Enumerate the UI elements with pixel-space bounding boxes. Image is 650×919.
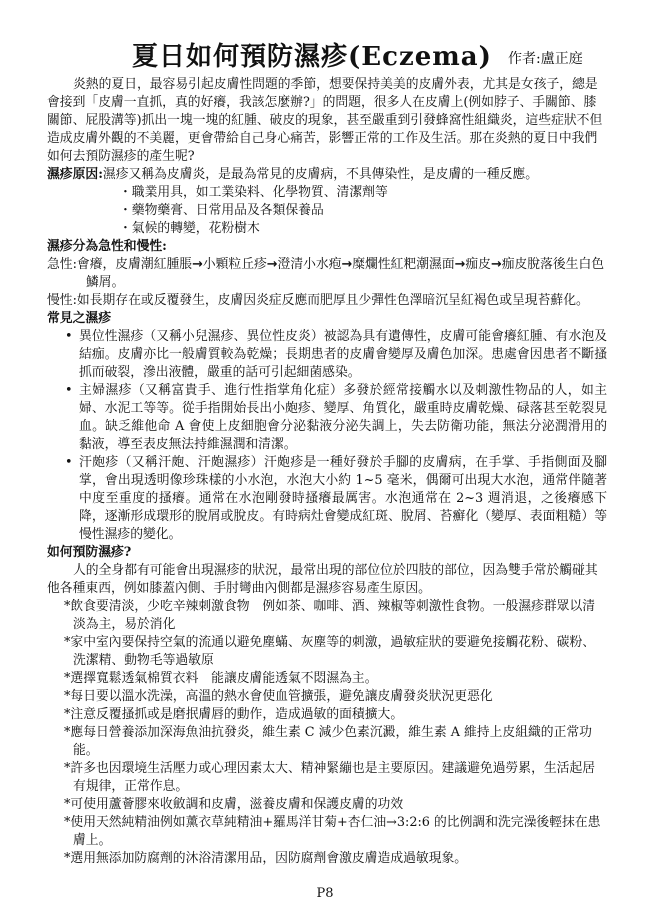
cause-label: 濕疹原因: — [47, 167, 103, 182]
cause-text: 濕疹又稱為皮膚炎，是最為常見的皮膚病，不具傳染性，是皮膚的一種反應。 — [102, 167, 539, 182]
cause-item: ・氣候的轉變，花粉樹木 — [119, 221, 260, 236]
cause-item: ・職業用具，如工業染料、化學物質、清潔劑等 — [119, 185, 388, 200]
acute-description — [47, 256, 607, 292]
bullet-icon: • — [65, 329, 73, 344]
list-item-text: 異位性濕疹（又稱小兒濕疹、異位性皮炎）被認為具有遺傳性，皮膚可能會癢紅腫、有水泡及結痂。皮膚亦比一般膚質較為乾燥；長期患者的皮膚會變厚及膚色加深。患處會因患者不斷搔抓而破裂，滲出液體，嚴重的話可引起細菌感染。 — [79, 329, 607, 380]
list-item-text: 主婦濕疹（又稱富貴手、進行性指掌角化症）多發於經常接觸水以及刺激性物品的人，如主婦、水泥工等等。從手指開始長出小皰疹、變厚、角質化，嚴重時皮膚乾燥、碌落甚至乾裂見血。缺乏維他命 A 會使上皮細胞會分泌黏液分泌失調上，失去防衛功能，無法分泌潤滑用的黏液，導至表皮無法持維濕潤和清潔。 — [79, 383, 607, 452]
acute-stage: 痂皮 — [465, 257, 491, 272]
author-line: 作者:盧正庭 — [508, 51, 583, 67]
acute-stage: 糜爛性紅粑潮濕面 — [352, 257, 455, 272]
intro-paragraph: 炎熱的夏日，最容易引起皮膚性問題的季節，想要保持美美的皮膚外表，尤其是女孩子，總是會接到「皮膚一直抓，真的好癢，我該怎麼辦?」的問題，很多人在皮膚上(例如脖子、手關節、膝關節、屁股溝等)抓出一塊一塊的紅腫、破皮的現象，甚至嚴重到引發蜂窩性組織炎，這些症狀不但造成皮膚外觀的不美麗，更會帶給自己身心痛苦，影響正常的工作及生活。那在炎熱的夏日中我們如何去預防濕疹的產生呢? — [47, 77, 603, 164]
list-item — [47, 328, 607, 382]
prevention-tip: *可使用蘆薈膠來收斂調和皮膚，滋養皮膚和保護皮膚的功效 — [64, 797, 404, 812]
cause-definition — [47, 166, 607, 184]
list-item-text: 汗皰疹（又稱汗皰、汗皰濕疹）汗皰疹是一種好發於手腳的皮膚病，在手掌、手指側面及腳掌，會出現透明像珍珠樣的小水泡，水泡大小約 1~5 毫米，偶爾可出現大水泡，通常伴隨著中度至重度的搔癢。通常在水泡剛發時搔癢最厲害。水泡通常在 2~3 週消退，之後癢感下降，逐漸形成環形的脫屑或脫皮。有時病灶會變成紅斑、脫屑、苔癬化（變厚、表面粗糙）等慢性濕疹的變化。 — [79, 455, 607, 542]
prevention-intro: 人的全身都有可能會出現濕疹的狀況，最常出現的部位位於四肢的部位，因為雙手常於觸碰其他各種東西，例如膝蓋內側、手肘彎曲內側都是濕疹容易產生原因。 — [47, 563, 598, 596]
arrow-icon: → — [341, 257, 353, 272]
arrow-icon: → — [490, 257, 502, 272]
acute-label: 急性: — [47, 257, 77, 272]
list-item — [47, 454, 607, 544]
chronic-text: 如長期存在或反覆發生，皮膚因炎症反應而肥厚且少彈性色澤暗沉呈紅褐色或呈現苔蘚化。 — [76, 293, 589, 308]
list-item — [47, 382, 607, 454]
prevention-tip: *飲食要清淡，少吃辛辣刺激食物 例如茶、咖啡、酒、辣椒等刺激性食物。一般濕疹群眾以清淡為主，易於消化 — [64, 599, 596, 632]
header — [0, 36, 650, 70]
acute-stage: 小顆粒丘疹 — [202, 257, 267, 272]
article-body — [47, 76, 607, 868]
chronic-description — [47, 292, 607, 310]
arrow-icon: → — [266, 257, 278, 272]
acute-stage: 痂皮脫落後生白色鱗屑。 — [86, 257, 605, 290]
chronic-label: 慢性: — [47, 293, 77, 308]
page-number: P8 — [316, 886, 334, 901]
acute-stage: 會癢，皮膚潮紅腫脹 — [76, 257, 193, 272]
prevention-heading: 如何預防濕疹? — [47, 545, 132, 560]
bullet-icon: • — [65, 383, 73, 398]
cause-item: ・藥物藥膏、日常用品及各類保養品 — [119, 203, 324, 218]
prevention-tip: *選擇寬鬆透氣棉質衣料 能讓皮膚能透氣不悶濕為主。 — [64, 671, 378, 686]
page-title: 夏日如何預防濕疹(Eczema) — [132, 42, 492, 72]
prevention-tip: *許多也因環境生活壓力或心理因素太大、精神緊繃也是主要原因。建議避免過勞累，生活起居有規律，正常作息。 — [64, 761, 596, 794]
arrow-icon: → — [192, 257, 203, 272]
prevention-tip: *每日要以溫水洗澡，高溫的熱水會使血管擴張，避免讓皮膚發炎狀況更惡化 — [64, 689, 493, 704]
prevention-tip: *注意反覆搔抓或是磨抿膚唇的動作，造成過敏的面積擴大。 — [64, 707, 404, 722]
acute-stage: 澄清小水疱 — [277, 257, 342, 272]
bullet-icon: • — [65, 455, 73, 470]
types-heading: 濕疹分為急性和慢性: — [47, 239, 167, 254]
prevention-tip: *家中室內要保持空氣的流通以避免塵蟎、灰塵等的刺激，過敏症狀的要避免接觸花粉、碳粉、洗潔精、動物毛等過敏原 — [64, 635, 596, 668]
arrow-icon: → — [454, 257, 466, 272]
prevention-tip: *使用天然純精油例如薰衣草純精油+羅馬洋甘菊+杏仁油→3:2:6 的比例調和洗完澡後輕抹在患膚上。 — [64, 815, 601, 848]
common-heading: 常見之濕疹 — [47, 311, 111, 326]
prevention-tip: *應每日營養添加深海魚油抗發炎，維生素 C 減少色素沉澱，維生素 A 維持上皮組織的正常功能。 — [64, 725, 592, 758]
prevention-tip: *選用無添加防腐劑的沐浴清潔用品，因防腐劑會激皮膚造成過敏現象。 — [64, 851, 468, 866]
